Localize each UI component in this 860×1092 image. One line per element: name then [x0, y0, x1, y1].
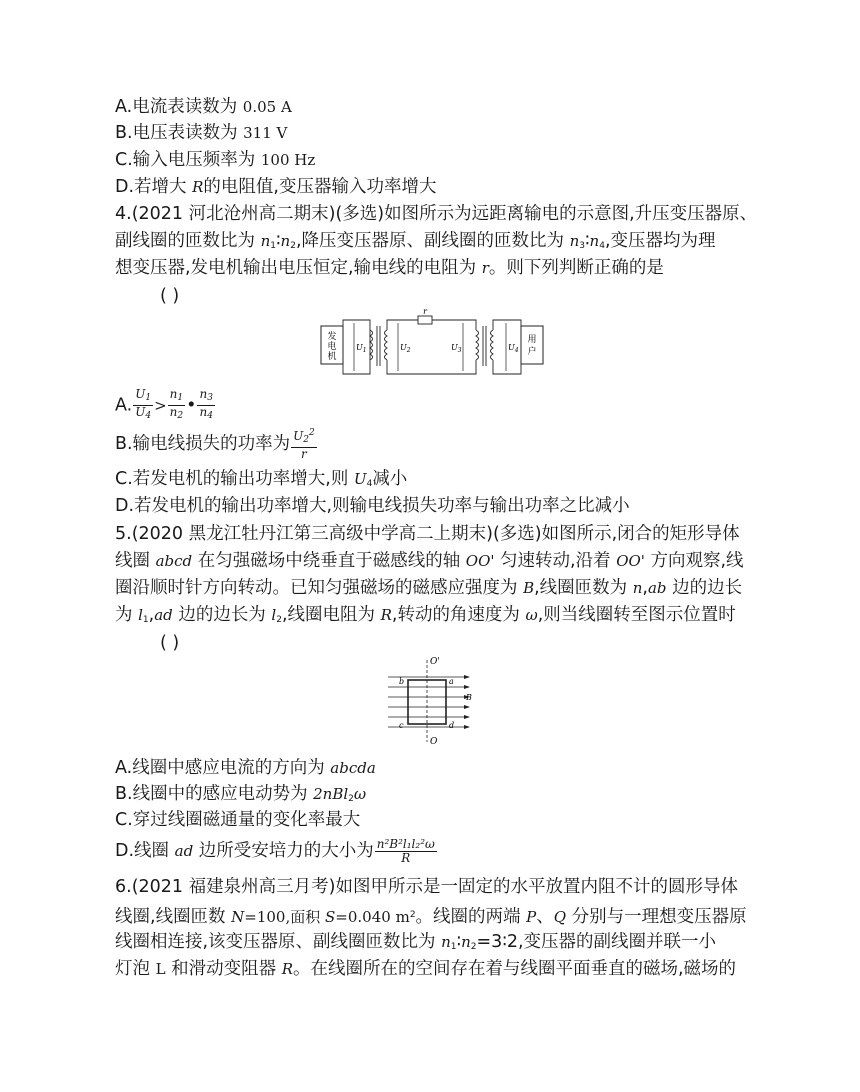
q3-option-c[interactable]: C.输入电压频率为 100 Hz: [115, 150, 316, 170]
svg-text:机: 机: [327, 352, 337, 362]
q4-stem-line-1: 4.(2021 河北沧州高二期末)(多选)如图所示为远距离输电的示意图,升压变压器原、: [115, 204, 758, 224]
q4-stem-line-3: 想变压器,发电机输出电压恒定,输电线的电阻为 r。则下列判断正确的是: [115, 258, 664, 278]
svg-text:d: d: [449, 721, 455, 730]
q4-option-a[interactable]: A. $\frac{U_1}{U_4}$ > $\frac{n_1}{n_2}$ • $\frac{n_3}{n_4}$: [115, 387, 213, 421]
q5-option-b[interactable]: B.线圈中的感应电动势为 2nBl$_2$ω: [115, 784, 367, 804]
q6-stem-line-1: 6.(2021 福建泉州高三月考)如图甲所示是一固定的水平放置内阻不计的圆形导体: [115, 877, 738, 897]
svg-text:发: 发: [327, 332, 337, 342]
q6-stem-line-4: 灯泡 L 和滑动变阻器 R。在线圈所在的空间存在着与线圈平面垂直的磁场,磁场的: [115, 959, 737, 979]
q3-option-d[interactable]: D.若增大 R的电阻值,变压器输入功率增大: [115, 177, 437, 197]
q5-stem-line-4: 为 $l_1,ad$ 边的边长为 $l_2$,线圈电阻为 R,转动的角速度为 ω,则当线圈转至图示位置时: [115, 605, 736, 625]
svg-text:用: 用: [527, 335, 537, 345]
q5-stem-line-1: 5.(2020 黑龙江牡丹江第三高级中学高二上期末)(多选)如图所示,闭合的矩形导体: [115, 524, 740, 544]
q5-stem-line-2: 线圈 abcd 在匀强磁场中绕垂直于磁感线的轴 OO' 匀速转动,沿着 OO' 方向观察,线: [115, 551, 744, 571]
q4-option-b[interactable]: B.输电线损失的功率为 $\frac{U_2^2}{r}$: [115, 428, 315, 461]
svg-text:a: a: [449, 677, 454, 686]
q6-stem-line-2: 线圈,线圈匝数 N=100,面积 S=0.040 $m^2$。线圈的两端 P、Q 分别与一理想变压器原: [115, 907, 747, 927]
q4-stem-line-2: 副线圈的匝数比为 $n_1∶n_2$,降压变压器原、副线圈的匝数比为 $n_3∶n_4$,变压器均为理: [115, 231, 716, 251]
svg-text:U2: $U_2$: [400, 343, 411, 354]
q5-answer-paren[interactable]: ( ): [160, 633, 180, 653]
q5-stem-line-3: 圈沿顺时针方向转动。已知匀强磁场的磁感应强度为 B,线圈匝数为 n,ab 边的边长: [115, 578, 743, 598]
transmission-diagram: [318, 304, 546, 382]
q4-answer-paren[interactable]: ( ): [160, 286, 180, 306]
svg-text:B: B: [466, 693, 472, 702]
svg-text:U4: $U_4$: [508, 343, 519, 354]
q4-option-c[interactable]: C.若发电机的输出功率增大,则 $U_4$减小: [115, 469, 408, 489]
svg-text:r: r: [423, 307, 427, 316]
svg-text:b: b: [399, 677, 405, 686]
q3-option-a[interactable]: A.电流表读数为 0.05 A: [115, 97, 292, 117]
svg-text:c: c: [399, 721, 404, 730]
svg-text:O': O': [430, 657, 440, 667]
q5-option-c[interactable]: C.穿过线圈磁通量的变化率最大: [115, 810, 361, 830]
q5-option-a[interactable]: A.线圈中感应电流的方向为 abcda: [115, 758, 376, 778]
svg-text:O: O: [430, 737, 438, 746]
coil-diagram: [386, 654, 476, 746]
svg-text:户: 户: [527, 347, 537, 357]
q5-option-d[interactable]: D.线圈 ad 边所受安培力的大小为 $\frac{\text{n²B²l₁l₂²ω}}{R}$: [115, 836, 435, 865]
q6-stem-line-3: 线圈相连接,该变压器原、副线圈匝数比为 $n_1∶n_2=3∶2$,变压器的副线圈并联一小: [115, 932, 717, 952]
svg-text:U1: $U_1$: [356, 343, 367, 354]
q3-option-b[interactable]: B.电压表读数为 311 V: [115, 123, 288, 143]
svg-text:电: 电: [327, 342, 337, 352]
q4-option-d[interactable]: D.若发电机的输出功率增大,则输电线损失功率与输出功率之比减小: [115, 496, 630, 516]
svg-text:U3: $U_3$: [451, 343, 462, 354]
